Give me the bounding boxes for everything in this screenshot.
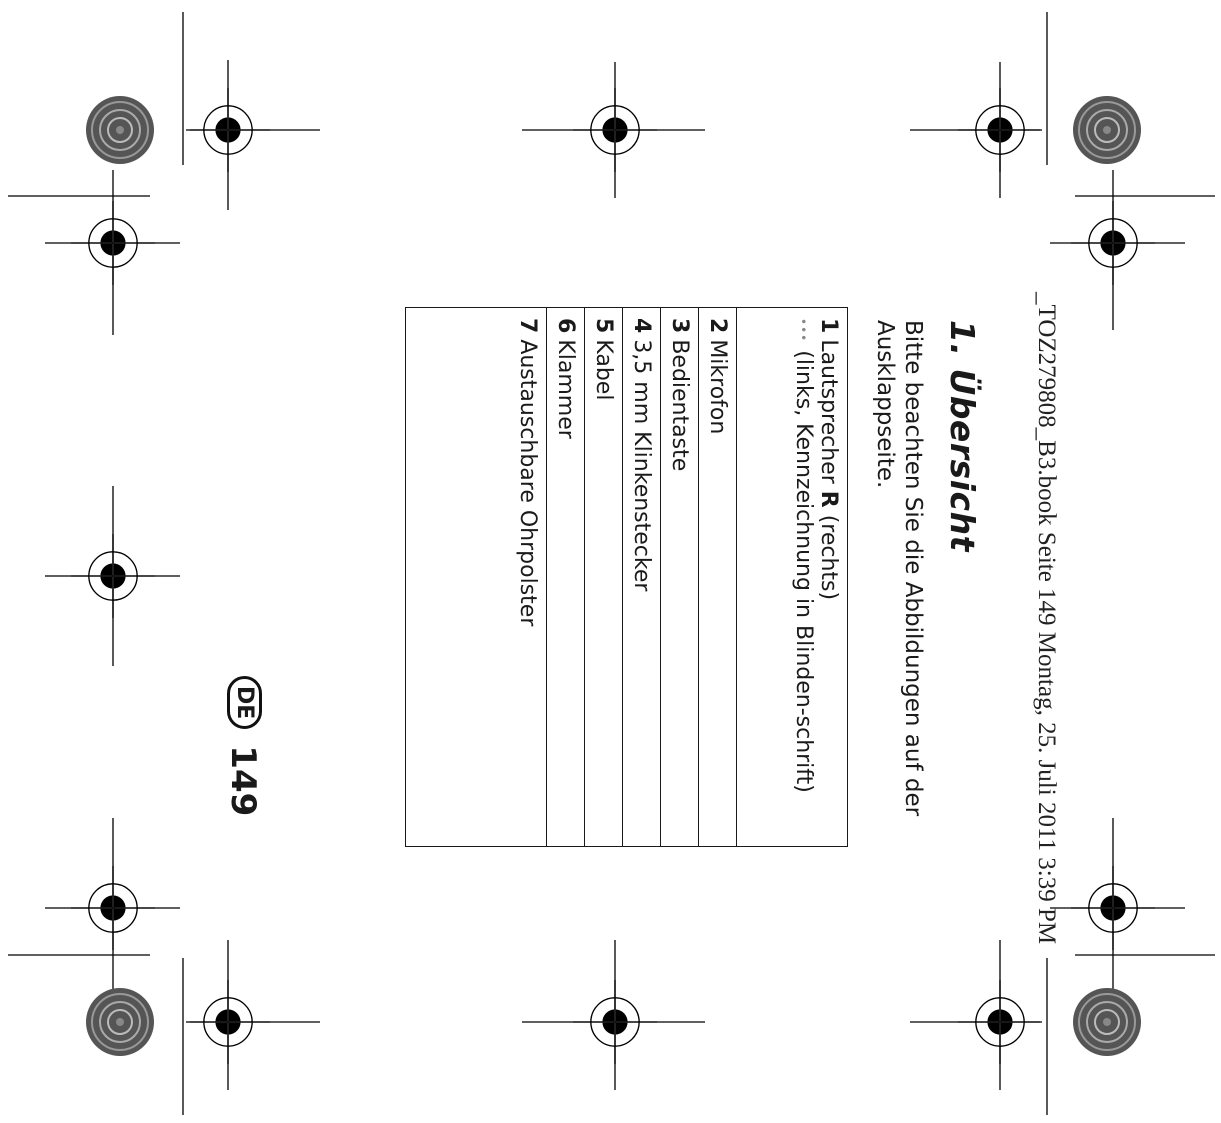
parts-cell xyxy=(623,308,661,847)
section-intro: Bitte beachten Sie die Abbildungen auf der Ausklappseite. xyxy=(872,320,926,817)
parts-row xyxy=(585,308,623,847)
part-number: 4 xyxy=(629,318,654,334)
manual-page xyxy=(223,292,1060,992)
part-label: Klammer xyxy=(553,339,578,439)
parts-cell xyxy=(737,308,848,847)
section-title: 1. Übersicht xyxy=(943,320,982,552)
part-label-bold: R xyxy=(816,490,841,508)
part-number: 2 xyxy=(705,318,730,334)
page-footer xyxy=(223,676,263,816)
parts-row xyxy=(737,308,848,847)
parts-list xyxy=(405,307,848,847)
braille-dots-icon: ••• xyxy=(796,318,811,343)
part-number: 1 xyxy=(816,318,841,334)
part-label: Lautsprecher xyxy=(816,339,841,491)
part-label: Mikrofon xyxy=(705,339,730,435)
part-number: 3 xyxy=(667,318,692,334)
part-label: Kabel xyxy=(591,339,616,401)
part-label: 3,5 mm Klinkenstecker xyxy=(629,339,654,592)
parts-row xyxy=(661,308,699,847)
parts-cell xyxy=(585,308,623,847)
part-label: Austauschbare Ohrpolster xyxy=(515,339,540,627)
part-number: 6 xyxy=(553,318,578,334)
parts-row xyxy=(406,308,547,847)
page-number: 149 xyxy=(223,745,263,817)
part-number: 7 xyxy=(515,318,540,334)
print-file-info: _TOZ279808_B3.book Seite 149 Montag, 25. Juli 2011 3:39 PM xyxy=(1033,292,1060,945)
parts-row xyxy=(699,308,737,847)
part-note-text: (links, Kennzeichnung in Blinden-schrift) xyxy=(791,350,816,793)
part-number: 5 xyxy=(591,318,616,334)
parts-row xyxy=(623,308,661,847)
language-badge: DE xyxy=(228,676,263,729)
parts-cell xyxy=(661,308,699,847)
parts-cell xyxy=(547,308,585,847)
part-label-suffix: (rechts) xyxy=(816,507,841,601)
part-label: Bedientaste xyxy=(667,339,692,472)
parts-cell xyxy=(406,308,547,847)
parts-row xyxy=(547,308,585,847)
parts-cell xyxy=(699,308,737,847)
part-note xyxy=(791,318,817,836)
